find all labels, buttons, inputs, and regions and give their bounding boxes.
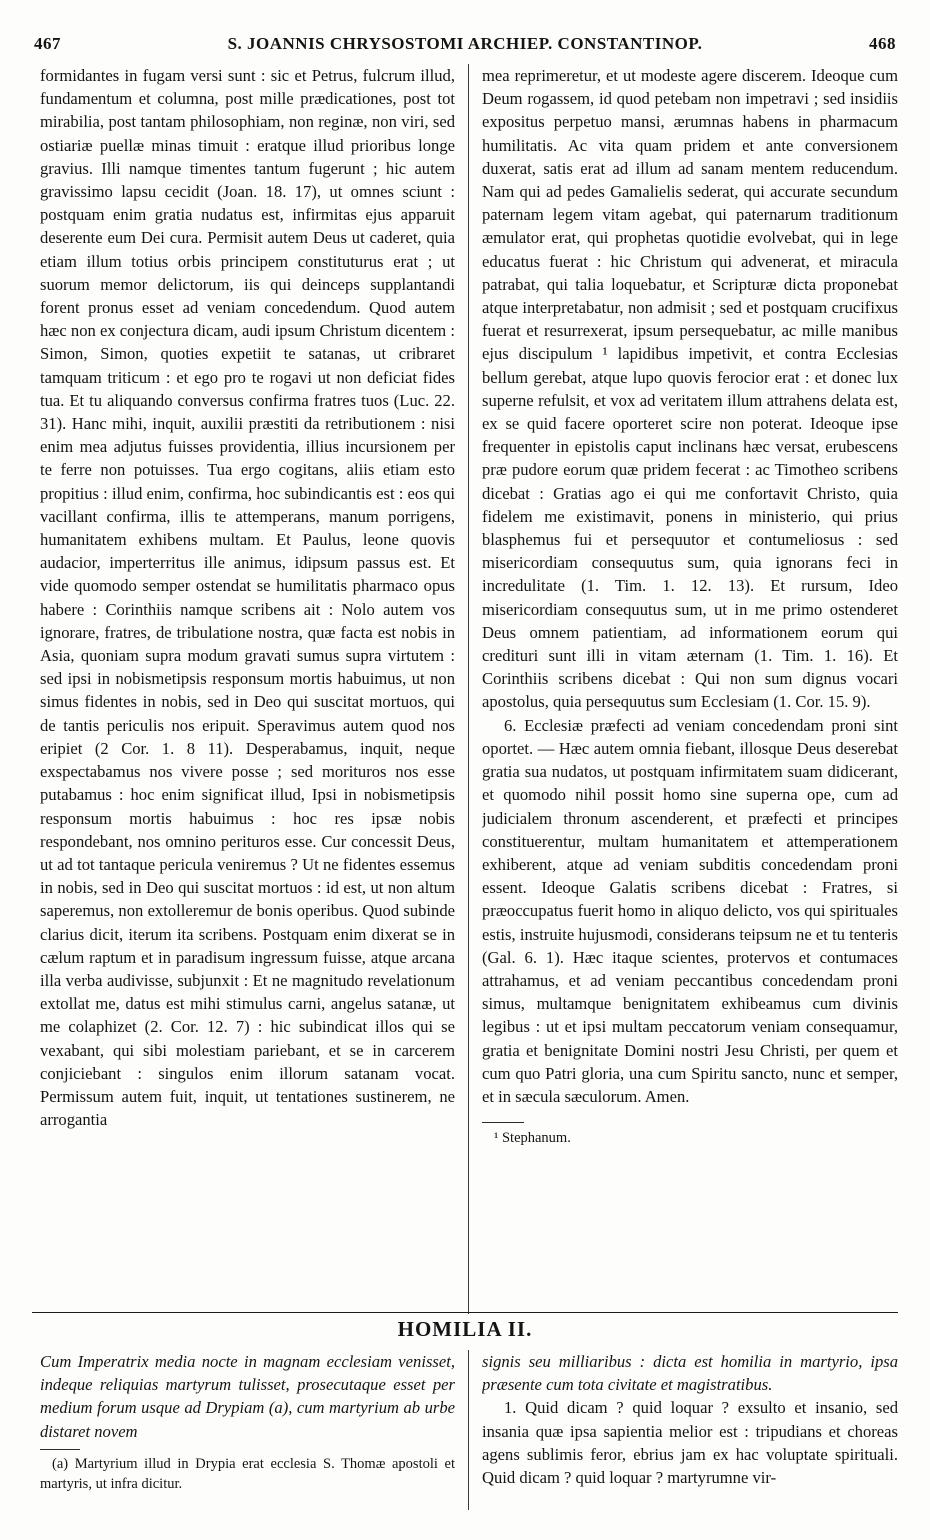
homily-separator-rule — [32, 1312, 898, 1313]
homily-title: HOMILIA II. — [397, 1317, 533, 1341]
right-column — [482, 64, 898, 1314]
left-column — [40, 64, 455, 1314]
footnote: ¹ Stephanum. — [494, 1130, 571, 1147]
homily-right-column — [482, 1350, 898, 1528]
running-header — [28, 28, 902, 58]
page-number-right: 468 — [869, 34, 896, 53]
column-divider — [468, 64, 469, 1314]
running-title: S. JOANNIS CHRYSOSTOMI ARCHIEP. CONSTANTINOP. — [227, 34, 703, 53]
left-column-text: formidantes in fugam versi sunt : sic et Petrus, fulcrum illud, fundamentum et columna, post mille prædicationes, post tot mirabilia, post tantam philosophiam, non reginæ, non viri, sed ostiariæ puellæ minas timuit : eratque illud prioribus longe gravius. Illi namque timentes tantum fugerunt ; hic autem gravissimo lapsu cecidit (Joan. 18. 17), ut omnes sciunt : postquam enim gratia nudatus est, infirmitas ejus apparuit deserente eum Dei cura. Permisit autem Deus ut caderet, quia etiam illum totius orbis principem constituturus erat ; ut suorum memor delictorum, iis qui deinceps supplantandi forent pronus esset ad veniam concedendum. Quod autem hæc non ex conjectura dicam, audi ipsum Christum dicentem : Simon, Simon, quoties expetiit te satanas, ut cribraret tamquam triticum : et ego pro te rogavi ut non deficiat fides tua. Et tu aliquando conversus confirma fratres tuos (Luc. 22. 31). Hanc mihi, inquit, auxilii præstiti da retributionem : nisi enim mea adjutus fuisses providentia, illius incursionem per te ferre non potuisses. Tua ergo cogitans, aliis etiam esto propitius : illud enim, confirma, hoc subindicantis est : eos qui vacillant confirma, illis te attemperans, manum porrigens, humanitatem exhibens multam. Et Paulus, leone quovis audacior, imperterritus ille animus, idipsum passus est. Et vide quomodo semper ostendat se humilitatis pharmaco opus habere : Corinthiis namque scribens ait : Nolo autem vos ignorare, fratres, de tribulatione nostra, quæ facta est nobis in Asia, quoniam supra modum gravati sumus supra virtutem : sed ipsi in nobismetipsis responsum mortis habuimus, ut non simus fidentes in nobis, sed in Deo qui suscitat mortuos, qui de tantis periculis nos eripuit. Speravimus autem quod nos eripiet (2 Cor. 1. 8 11). Desperabamus, inquit, neque exspectabamus nos vivere posse ; sed morituros nos esse putabamus : hoc enim significat illud, Ipsi in nobismetipsis responsum mortis habuimus : hoc res ipsæ nobis respondebant, nos omnino perituros esse. Cur concessit Deus, ut ad tot tantaque pericula veniremus ? Ut ne fidentes essemus in nobis, sed in Deo qui suscitat mortuos : id est, ut non altum saperemus, non extolleremur de bonis operibus. Quod subinde clarius dicit, iterum ita scribens. Postquam enim dixerat se in cælum raptum et in paradisum ingressum fuisse, atque arcana illa verba audivisse, subjunxit : Et ne magnitudo revelationum extollat me, datus est mihi stimulus carni, angelus satanæ, ut me colaphizet (2. Cor. 12. 7) : hic subindicat illos qui se vexabant, qui sibi molestiam pariebant, et se in carcerem conjiciebant : singulos enim illorum satanam vocat. Permissum autem fuit, inquit, ut tentationes sustinerem, ne arrogantia — [40, 66, 455, 1130]
right-paragraph-2: 6. Ecclesiæ præfecti ad veniam concedendam proni sint oportet. — Hæc autem omnia fiebant, illosque Deus deserebat gratia sua nudatos, ut postquam infirmitatem suam didicerant, et quomodo nihil possit homo sine superna ope, cum ad judicialem thronum ascenderent, et præfecti et principes constituerentur, multam humanitatem et attemperationem exhiberent, atque ad veniam subditis concedendam proni essent. Ideoque Galatis scribens dicebat : Fratres, si præoccupatus fuerit homo in aliquo delicto, vos qui spirituales estis, instruite hujusmodi, considerans teipsum ne et tu tenteris (Gal. 6. 1). Hæc itaque scientes, protervos et contumaces attrahamus, et ad veniam peccantibus concedendam proni simus, multamque benignitatem exhibeamus cum divinis legibus : ut et ipsi multam peccatorum veniam consequamur, gratia et benignitate Domini nostri Jesu Christi, per quem et cum quo Patri gloria, una cum Spiritu sancto, nunc et semper, et in sæcula sæculorum. Amen. — [482, 715, 898, 1106]
homily-note-a: (a) Martyrium illud in Drypia erat ecclesia S. Thomæ apostoli et martyris, ut infra dicitur. — [40, 1455, 455, 1492]
homily-left-column — [40, 1350, 455, 1528]
homily-column-divider — [468, 1350, 469, 1510]
homily-note-rule — [40, 1449, 80, 1450]
homily-argument-right: signis seu milliaribus : dicta est homilia in martyrio, ipsa præsente cum tota civitate et magistratibus. — [482, 1352, 898, 1395]
right-paragraph-1: mea reprimeretur, et ut modeste agere discerem. Ideoque cum Deum rogassem, id quod petebam non impetravi ; sed insidiis expositus perpetuo mansi, ærumnas habens in pharmacum humilitatis. Ac vita quam pridem et ante conversionem duxerat, satis erat ad illum ad sanam mentem reducendum. Nam qui ad pedes Gamalielis sederat, qui accurate secundum paternam legem vitam agebat, qui paternarum traditionum æmulator erat, qui prophetas quotidie evolvebat, qui in lege educatus fuerat : hic Christum qui advenerat, et miracula patrabat, qui talia loquebatur, et Scripturæ dicta proponebat atque interpretabatur, non admisit ; sed et postquam crucifixus fuerat et resurrexerat, ipsum persequebatur, ac mille manibus ejus discipulum ¹ lapidibus impetivit, et contra Ecclesias bellum gerebat, atque lupo quovis ferocior erat : et donec lux superne refulsit, et vox ad veritatem illum attrahens delata est, ex se quid facere oporteret scire non poterat. Ideoque ipse frequenter in epistolis caput inclinans hæc versat, erubescens præ pudore eorum quæ pridem fecerat : ac Timotheo scribens dicebat : Gratias ago ei qui me confortavit Christo, quia fidelem me existimavit, ponens in ministerio, qui prius blasphemus fui et persequutor et contumeliosus : sed misericordiam consequutus sum, quia ignorans feci in incredulitate (1. Tim. 1. 12. 13). Et rursum, Ideo misericordiam consequutus sum, ut in me primo ostenderet Deus omnem patientiam, ad informationem eorum qui credituri sunt illi in vitam æternam (1. Tim. 1. 16). Et Corinthiis scribens dicebat : Qui non sum dignus vocari apostolus, quia persequutus sum Ecclesiam (1. Cor. 15. 9). — [482, 66, 898, 712]
homily-paragraph-1: 1. Quid dicam ? quid loquar ? exsulto et insanio, sed insania quæ ipsa sapientia melior est : tripudians et choreas agens sublimis feror, ebrius jam ex hac voluptate spirituali. Quid dicam ? quid loquar ? martyrumne vir- — [482, 1398, 898, 1488]
footnote-rule — [482, 1122, 524, 1123]
homily-argument-left: Cum Imperatrix media nocte in magnam ecclesiam venisset, indeque reliquias martyrum tulisset, prosecutaque esset per medium forum usque ad Drypiam (a), cum martyrium ab urbe distaret novem — [40, 1352, 455, 1441]
page-number-left: 467 — [34, 34, 61, 53]
